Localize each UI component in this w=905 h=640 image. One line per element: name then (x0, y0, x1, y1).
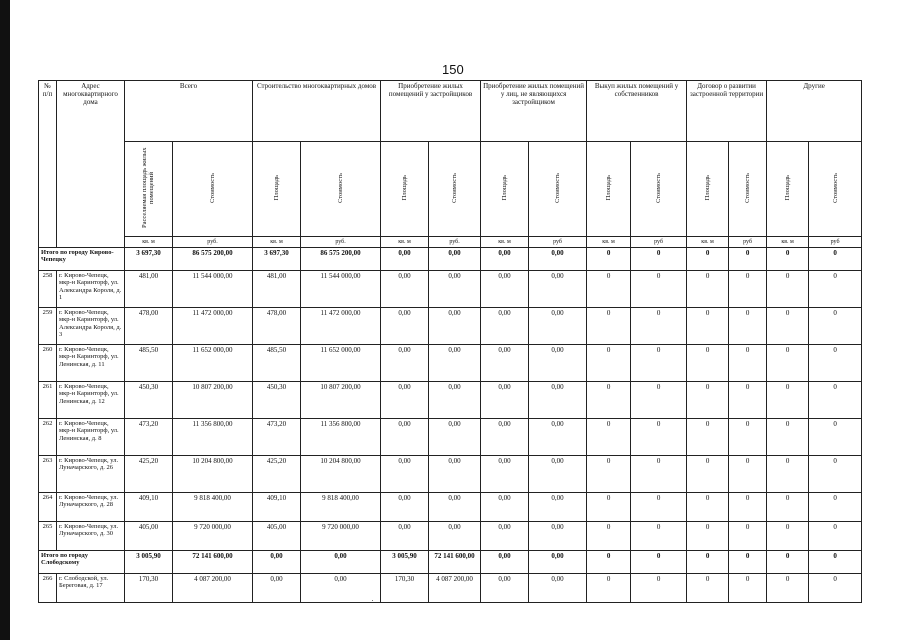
row-address: г. Кирово-Чепецк, ул. Луначарского, д. 26 (57, 456, 125, 493)
value-cell: 0 (587, 308, 631, 345)
value-cell: 0 (809, 522, 862, 551)
value-cell: 9 818 400,00 (173, 493, 253, 522)
unit-cell: руб. (173, 237, 253, 248)
subheader-cell (381, 142, 429, 237)
subheader-label: Расселяемая площадь жилых помещений (141, 147, 156, 229)
value-cell: 11 652 000,00 (301, 345, 381, 382)
subheader-cell (809, 142, 862, 237)
value-cell: 0 (767, 271, 809, 308)
value-cell: 11 652 000,00 (173, 345, 253, 382)
subheader-label: Площадь (784, 175, 792, 201)
row-address: г. Кирово-Чепецк, ул. Луначарского, д. 28 (57, 493, 125, 522)
unit-cell: руб (729, 237, 767, 248)
value-cell: 0,00 (529, 574, 587, 603)
value-cell: 0 (687, 522, 729, 551)
value-cell: 478,00 (253, 308, 301, 345)
value-cell: 0 (729, 382, 767, 419)
row-address: г. Кирово-Чепецк, мкр-н Каринторф, ул. Ленинская, д. 12 (57, 382, 125, 419)
subheader-cell (429, 142, 481, 237)
value-cell: 0 (809, 419, 862, 456)
subheader-cell (587, 142, 631, 237)
value-cell: 0 (587, 271, 631, 308)
row-address: г. Кирово-Чепецк, ул. Луначарского, д. 30 (57, 522, 125, 551)
value-cell: 0 (809, 248, 862, 271)
value-cell: 0,00 (481, 419, 529, 456)
value-cell: 3 697,30 (253, 248, 301, 271)
value-cell: 0 (687, 382, 729, 419)
value-cell: 4 087 200,00 (429, 574, 481, 603)
value-cell: 0,00 (381, 308, 429, 345)
subheader-label: Площадь (704, 175, 711, 201)
unit-cell: кв. м (481, 237, 529, 248)
subheader-cell (687, 142, 729, 237)
value-cell: 0 (687, 345, 729, 382)
value-cell: 0,00 (529, 308, 587, 345)
value-cell: 0,00 (481, 248, 529, 271)
value-cell: 0,00 (381, 345, 429, 382)
value-cell: 11 472 000,00 (301, 308, 381, 345)
value-cell: 0 (809, 551, 862, 574)
value-cell: 405,00 (125, 522, 173, 551)
subheader-cell (125, 142, 173, 237)
header-row-sub (39, 142, 862, 237)
value-cell: 0,00 (481, 551, 529, 574)
value-cell: 9 720 000,00 (301, 522, 381, 551)
subheader-label: Площадь (272, 175, 280, 201)
table-row (39, 456, 862, 493)
value-cell: 0 (767, 345, 809, 382)
value-cell: 10 204 800,00 (173, 456, 253, 493)
value-cell: 0 (767, 522, 809, 551)
value-cell: 481,00 (253, 271, 301, 308)
unit-cell: кв. м (767, 237, 809, 248)
table-row (39, 382, 862, 419)
value-cell: 0 (587, 574, 631, 603)
value-cell: 409,10 (253, 493, 301, 522)
header-row-groups (39, 81, 862, 142)
value-cell: 0,00 (481, 308, 529, 345)
value-cell: 9 720 000,00 (173, 522, 253, 551)
table-row (39, 271, 862, 308)
value-cell: 0 (809, 574, 862, 603)
unit-cell: руб (631, 237, 687, 248)
table-row (39, 574, 862, 603)
value-cell: 11 472 000,00 (173, 308, 253, 345)
unit-cell: кв. м (587, 237, 631, 248)
value-cell: 0 (587, 419, 631, 456)
value-cell: 0,00 (529, 345, 587, 382)
subheader-label: Площадь (604, 175, 612, 201)
value-cell: 11 356 800,00 (173, 419, 253, 456)
subheader-cell (729, 142, 767, 237)
table-row (39, 308, 862, 345)
row-number: 261 (39, 382, 57, 419)
value-cell: 0,00 (429, 382, 481, 419)
value-cell: 11 544 000,00 (173, 271, 253, 308)
header-group-nondeveloper-purchase: Приобретение жилых помещений у лиц, не являющихся застройщиком (481, 81, 587, 142)
value-cell: 0,00 (481, 493, 529, 522)
value-cell: 0 (631, 271, 687, 308)
header-group-development-contract: Договор о развитии застроенной территории (687, 81, 767, 142)
total-label: Итого по городу Кирово-Чепецку (39, 248, 125, 271)
table-row (39, 522, 862, 551)
value-cell: 4 087 200,00 (173, 574, 253, 603)
value-cell: 0 (631, 419, 687, 456)
page-number: 150 (442, 62, 464, 77)
value-cell: 0,00 (381, 456, 429, 493)
total-label: Итого по городу Слободскому (39, 551, 125, 574)
unit-cell: кв. м (253, 237, 301, 248)
value-cell: 473,20 (125, 419, 173, 456)
row-address: г. Кирово-Чепецк, мкр-н Каринторф, ул. Александра Короля, д. 3 (57, 308, 125, 345)
table-row (39, 493, 862, 522)
subheader-label: Стоимость (744, 173, 752, 203)
table-row (39, 345, 862, 382)
unit-cell: кв. м (687, 237, 729, 248)
value-cell: 0 (631, 551, 687, 574)
value-cell: 409,10 (125, 493, 173, 522)
value-cell: 0,00 (529, 456, 587, 493)
unit-cell: кв. м (381, 237, 429, 248)
value-cell: 0,00 (429, 308, 481, 345)
value-cell: 0 (631, 522, 687, 551)
subheader-cell (253, 142, 301, 237)
unit-cell: кв. м (125, 237, 173, 248)
header-address: Адрес многоквартирного дома (57, 81, 125, 248)
value-cell: 485,50 (253, 345, 301, 382)
value-cell: 0,00 (481, 574, 529, 603)
value-cell: 10 807 200,00 (173, 382, 253, 419)
value-cell: 0 (687, 419, 729, 456)
unit-cell: руб. (429, 237, 481, 248)
value-cell: 0 (729, 419, 767, 456)
subheader-cell (767, 142, 809, 237)
value-cell: 3 697,30 (125, 248, 173, 271)
value-cell: 0 (631, 574, 687, 603)
value-cell: 0 (687, 308, 729, 345)
value-cell: 0 (687, 456, 729, 493)
table-row (39, 419, 862, 456)
value-cell: 0,00 (481, 345, 529, 382)
value-cell: 0,00 (381, 493, 429, 522)
value-cell: 0,00 (381, 271, 429, 308)
value-cell: 0 (587, 522, 631, 551)
value-cell: 485,50 (125, 345, 173, 382)
value-cell: 72 141 600,00 (429, 551, 481, 574)
value-cell: 0 (767, 308, 809, 345)
subheader-cell (481, 142, 529, 237)
subheader-label: Площадь (500, 175, 508, 201)
value-cell: 0,00 (529, 248, 587, 271)
value-cell: 0,00 (529, 522, 587, 551)
value-cell: 450,30 (125, 382, 173, 419)
value-cell: 0 (587, 456, 631, 493)
unit-cell: руб. (301, 237, 381, 248)
scan-speck (372, 600, 373, 601)
value-cell: 0 (687, 248, 729, 271)
value-cell: 0,00 (481, 271, 529, 308)
value-cell: 0 (587, 248, 631, 271)
value-cell: 0,00 (481, 456, 529, 493)
value-cell: 0,00 (429, 419, 481, 456)
value-cell: 170,30 (381, 574, 429, 603)
value-cell: 473,20 (253, 419, 301, 456)
row-number: 258 (39, 271, 57, 308)
header-group-total: Всего (125, 81, 253, 142)
subheader-label: Стоимость (831, 173, 839, 203)
value-cell: 0 (631, 248, 687, 271)
value-cell: 0 (767, 419, 809, 456)
value-cell: 0 (729, 248, 767, 271)
value-cell: 0 (687, 271, 729, 308)
value-cell: 3 005,90 (125, 551, 173, 574)
resettlement-table (38, 80, 862, 603)
value-cell: 0 (631, 382, 687, 419)
value-cell: 0 (809, 382, 862, 419)
value-cell: 478,00 (125, 308, 173, 345)
value-cell: 0 (729, 551, 767, 574)
value-cell: 0 (631, 493, 687, 522)
value-cell: 0 (809, 345, 862, 382)
value-cell: 10 807 200,00 (301, 382, 381, 419)
value-cell: 0 (687, 574, 729, 603)
value-cell: 0,00 (429, 345, 481, 382)
subheader-label: Стоимость (450, 173, 458, 203)
value-cell: 0,00 (381, 248, 429, 271)
row-address: г. Кирово-Чепецк, мкр-н Каринторф, ул. Ленинская, д. 8 (57, 419, 125, 456)
value-cell: 0,00 (429, 456, 481, 493)
value-cell: 0,00 (301, 551, 381, 574)
value-cell: 9 818 400,00 (301, 493, 381, 522)
value-cell: 0,00 (381, 522, 429, 551)
row-address: г. Кирово-Чепецк, мкр-н Каринторф, ул. Ленинская, д. 11 (57, 345, 125, 382)
value-cell: 0 (767, 248, 809, 271)
row-number: 259 (39, 308, 57, 345)
value-cell: 0 (687, 493, 729, 522)
row-number: 262 (39, 419, 57, 456)
total-row (39, 551, 862, 574)
subheader-cell (173, 142, 253, 237)
scan-edge-bar (0, 0, 10, 640)
value-cell: 0 (631, 456, 687, 493)
value-cell: 425,20 (125, 456, 173, 493)
row-number: 260 (39, 345, 57, 382)
value-cell: 3 005,90 (381, 551, 429, 574)
value-cell: 0 (631, 345, 687, 382)
value-cell: 0 (587, 345, 631, 382)
value-cell: 0,00 (253, 551, 301, 574)
value-cell: 405,00 (253, 522, 301, 551)
subheader-label: Площадь (400, 175, 408, 201)
value-cell: 0,00 (301, 574, 381, 603)
value-cell: 0 (767, 382, 809, 419)
value-cell: 0,00 (529, 271, 587, 308)
unit-cell: руб (529, 237, 587, 248)
value-cell: 11 356 800,00 (301, 419, 381, 456)
value-cell: 10 204 800,00 (301, 456, 381, 493)
value-cell: 0 (687, 551, 729, 574)
value-cell: 0,00 (529, 419, 587, 456)
value-cell: 0 (729, 574, 767, 603)
value-cell: 0,00 (529, 551, 587, 574)
header-row-units (39, 237, 862, 248)
subheader-label: Стоимость (655, 173, 662, 203)
value-cell: 0,00 (481, 382, 529, 419)
value-cell: 0 (809, 493, 862, 522)
subheader-label: Стоимость (208, 173, 216, 203)
subheader-label: Стоимость (336, 173, 344, 203)
row-number: 264 (39, 493, 57, 522)
value-cell: 0 (729, 345, 767, 382)
subheader-cell (529, 142, 587, 237)
value-cell: 481,00 (125, 271, 173, 308)
value-cell: 0 (767, 456, 809, 493)
total-row (39, 248, 862, 271)
value-cell: 0,00 (529, 382, 587, 419)
value-cell: 0 (587, 551, 631, 574)
value-cell: 0 (809, 308, 862, 345)
value-cell: 0 (729, 522, 767, 551)
value-cell: 0,00 (529, 493, 587, 522)
row-number: 263 (39, 456, 57, 493)
header-group-developer-purchase: Приобретение жилых помещений у застройщиков (381, 81, 481, 142)
value-cell: 0 (809, 456, 862, 493)
value-cell: 11 544 000,00 (301, 271, 381, 308)
value-cell: 0,00 (381, 419, 429, 456)
value-cell: 0 (767, 493, 809, 522)
value-cell: 0 (587, 382, 631, 419)
value-cell: 0,00 (481, 522, 529, 551)
value-cell: 0 (729, 308, 767, 345)
subheader-label: Стоимость (553, 173, 561, 203)
value-cell: 0,00 (429, 493, 481, 522)
value-cell: 0 (587, 493, 631, 522)
value-cell: 0 (631, 308, 687, 345)
value-cell: 0 (729, 271, 767, 308)
value-cell: 86 575 200,00 (173, 248, 253, 271)
value-cell: 425,20 (253, 456, 301, 493)
subheader-cell (631, 142, 687, 237)
value-cell: 0,00 (429, 248, 481, 271)
value-cell: 0 (767, 574, 809, 603)
value-cell: 170,30 (125, 574, 173, 603)
value-cell: 0,00 (429, 271, 481, 308)
header-group-construction: Строительство многоквартирных домов (253, 81, 381, 142)
row-number: 266 (39, 574, 57, 603)
header-group-other: Другие (767, 81, 862, 142)
value-cell: 0 (729, 493, 767, 522)
value-cell: 0,00 (253, 574, 301, 603)
value-cell: 0,00 (429, 522, 481, 551)
header-num: № п/п (39, 81, 57, 248)
row-number: 265 (39, 522, 57, 551)
row-address: г. Кирово-Чепецк, мкр-н Каринторф, ул. Александра Короля, д. 1 (57, 271, 125, 308)
value-cell: 0 (809, 271, 862, 308)
value-cell: 0 (729, 456, 767, 493)
value-cell: 450,30 (253, 382, 301, 419)
row-address: г. Слободской, ул. Береговая, д. 17 (57, 574, 125, 603)
header-group-buyout: Выкуп жилых помещений у собственников (587, 81, 687, 142)
value-cell: 86 575 200,00 (301, 248, 381, 271)
subheader-cell (301, 142, 381, 237)
value-cell: 0,00 (381, 382, 429, 419)
value-cell: 0 (767, 551, 809, 574)
value-cell: 72 141 600,00 (173, 551, 253, 574)
unit-cell: руб (809, 237, 862, 248)
